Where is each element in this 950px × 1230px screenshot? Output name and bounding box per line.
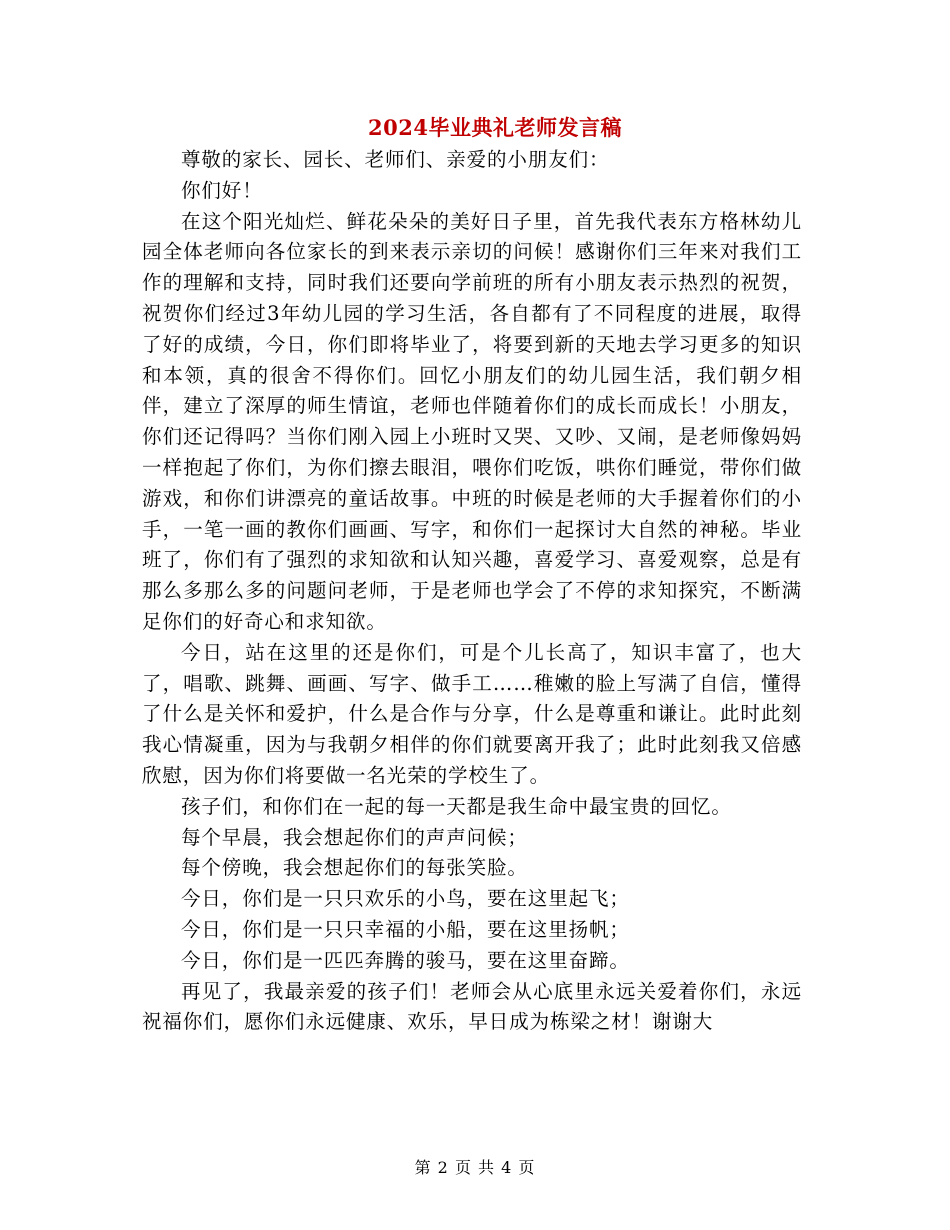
- body-paragraph: 今日，站在这里的还是你们，可是个儿长高了，知识丰富了，也大了，唱歌、跳舞、画画、写字、做手工……稚嫩的脸上写满了自信，懂得了什么是关怀和爱护，什么是合作与分享，什么是尊重和谦让。此时此刻我心情凝重，因为与我朝夕相伴的你们就要离开我了；此时此刻我又倍感欣慰，因为你们将要做一名光荣的学校生了。: [142, 640, 802, 787]
- document-title: 2024毕业典礼老师发言稿: [368, 115, 622, 140]
- document-body: [142, 145, 802, 1038]
- body-paragraph: 每个早晨，我会想起你们的声声问候；: [181, 825, 528, 849]
- body-paragraph: 今日，你们是一匹匹奔腾的骏马，要在这里奋蹄。: [181, 948, 630, 972]
- body-paragraph: 在这个阳光灿烂、鲜花朵朵的美好日子里，首先我代表东方格林幼儿园全体老师向各位家长的到来表示亲切的问候！感谢你们三年来对我们工作的理解和支持，同时我们还要向学前班的所有小朋友表示热烈的祝贺，祝贺你们经过3年幼儿园的学习生活，各自都有了不同程度的进展，取得了好的成绩，今日，你们即将毕业了，将要到新的天地去学习更多的知识和本领，真的很舍不得你们。回忆小朋友们的幼儿园生活，我们朝夕相伴，建立了深厚的师生情谊，老师也伴随着你们的成长而成长！小朋友，你们还记得吗？当你们刚入园上小班时又哭、又吵、又闹，是老师像妈妈一样抱起了你们，为你们擦去眼泪，喂你们吃饭，哄你们睡觉，带你们做游戏，和你们讲漂亮的童话故事。中班的时候是老师的大手握着你们的小手，一笔一画的教你们画画、写字，和你们一起探讨大自然的神秘。毕业班了，你们有了强烈的求知欲和认知兴趣，喜爱学习、喜爱观察，总是有那么多那么多的问题问老师，于是老师也学会了不停的求知探究，不断满足你们的好奇心和求知欲。: [142, 209, 802, 633]
- greeting-paragraph: 你们好！: [181, 178, 263, 202]
- body-paragraph: 今日，你们是一只只欢乐的小鸟，要在这里起飞；: [181, 887, 630, 911]
- body-paragraph: 今日，你们是一只只幸福的小船，要在这里扬帆；: [181, 917, 630, 941]
- page-number-footer: 第 2 页 共 4 页: [414, 1158, 536, 1177]
- body-paragraph: 每个傍晚，我会想起你们的每张笑脸。: [181, 856, 528, 880]
- salutation-paragraph: 尊敬的家长、园长、老师们、亲爱的小朋友们：: [181, 148, 610, 171]
- closing-paragraph: 再见了，我最亲爱的孩子们！老师会从心底里永远关爱着你们，永远祝福你们，愿你们永远健康、欢乐，早日成为栋梁之材！谢谢大: [142, 979, 802, 1034]
- body-paragraph: 孩子们，和你们在一起的每一天都是我生命中最宝贵的回忆。: [181, 794, 732, 818]
